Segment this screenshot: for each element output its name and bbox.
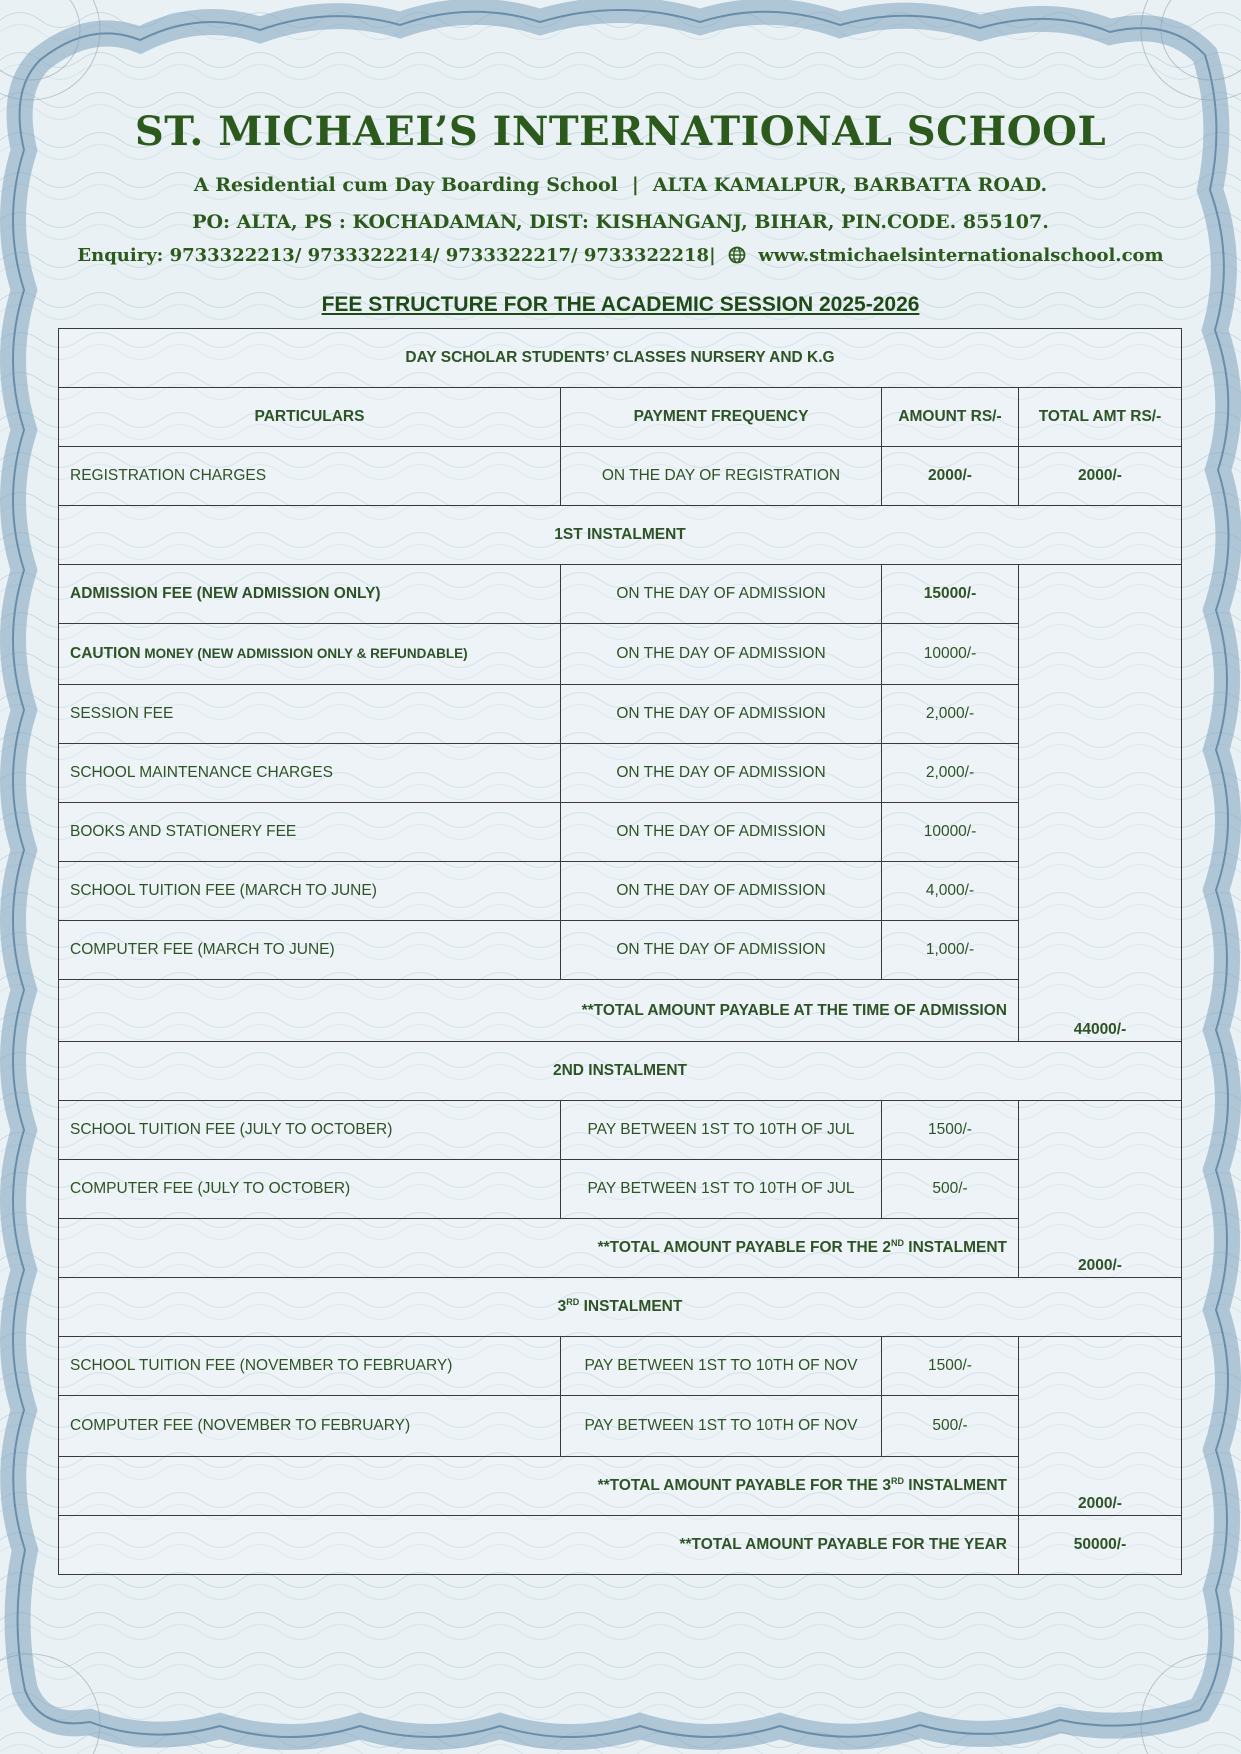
website-link[interactable]: www.stmichaelsinternationalschool.com (758, 245, 1164, 266)
tagline-line (0, 174, 1241, 196)
tagline: A Residential cum Day Boarding School (193, 174, 618, 196)
inst3-label-text: **TOTAL AMOUNT PAYABLE FOR THE 3 (597, 1477, 891, 1495)
inst2-total-label (59, 1219, 1019, 1278)
col-header-particulars: PARTICULARS (59, 388, 561, 447)
registration-amount: 2000/- (882, 447, 1019, 506)
table-row (59, 1337, 1182, 1396)
table-caption: DAY SCHOLAR STUDENTS’ CLASSES NURSERY AND K.G (59, 329, 1182, 388)
row-amount: 10000/- (882, 803, 1019, 862)
inst3-title-sup: RD (566, 1297, 580, 1308)
inst3-total-cell (1019, 1337, 1182, 1516)
location: ALTA KAMALPUR, BARBATTA ROAD. (652, 174, 1048, 196)
row-frequency: PAY BETWEEN 1ST TO 10TH OF NOV (561, 1337, 882, 1396)
globe-icon (728, 246, 746, 264)
inst1-total: 44000/- (1073, 1021, 1127, 1038)
row-particular: BOOKS AND STATIONERY FEE (59, 803, 561, 862)
row-particular: COMPUTER FEE (MARCH TO JUNE) (59, 921, 561, 980)
table-row (59, 744, 1182, 803)
inst2-label-text: **TOTAL AMOUNT PAYABLE FOR THE 2 (597, 1239, 891, 1257)
row-frequency: ON THE DAY OF ADMISSION (561, 803, 882, 862)
row-amount: 1500/- (882, 1101, 1019, 1160)
year-total-label: **TOTAL AMOUNT PAYABLE FOR THE YEAR (59, 1516, 1019, 1575)
col-header-total: TOTAL AMT RS/- (1019, 388, 1182, 447)
table-row (59, 1160, 1182, 1219)
row-frequency: PAY BETWEEN 1ST TO 10TH OF NOV (561, 1396, 882, 1457)
caution-money-amount: 10000/- (882, 624, 1019, 685)
caution-bold: CAUTION (70, 645, 141, 662)
section-title-2nd-instalment: 2ND INSTALMENT (59, 1042, 1182, 1101)
registration-frequency: ON THE DAY OF REGISTRATION (561, 447, 882, 506)
inst1-total-cell (1019, 565, 1182, 1042)
table-row (59, 1101, 1182, 1160)
caution-rest: MONEY (NEW ADMISSION ONLY & REFUNDABLE) (140, 646, 468, 661)
inst3-label-suffix: INSTALMENT (903, 1477, 1007, 1495)
inst2-total: 2000/- (1078, 1257, 1122, 1274)
row-amount: 500/- (882, 1160, 1019, 1219)
row-particular: SESSION FEE (59, 685, 561, 744)
row-particular: SCHOOL TUITION FEE (MARCH TO JUNE) (59, 862, 561, 921)
row-particular: SCHOOL TUITION FEE (JULY TO OCTOBER) (59, 1101, 561, 1160)
table-row (59, 1396, 1182, 1457)
row-amount: 1500/- (882, 1337, 1019, 1396)
fee-table (58, 328, 1182, 1575)
address: PO: ALTA, PS : KOCHADAMAN, DIST: KISHANGANJ, BIHAR, PIN.CODE. 855107. (192, 211, 1049, 233)
row-frequency: PAY BETWEEN 1ST TO 10TH OF JUL (561, 1101, 882, 1160)
row-particular: SCHOOL TUITION FEE (NOVEMBER TO FEBRUARY) (59, 1337, 561, 1396)
table-row (59, 624, 1182, 685)
caution-money-particular (59, 624, 561, 685)
row-particular: COMPUTER FEE (NOVEMBER TO FEBRUARY) (59, 1396, 561, 1457)
inst3-title-num: 3 (557, 1298, 567, 1316)
col-header-amount: AMOUNT RS/- (882, 388, 1019, 447)
row-frequency: ON THE DAY OF ADMISSION (561, 685, 882, 744)
row-frequency: ON THE DAY OF ADMISSION (561, 862, 882, 921)
inst3-total: 2000/- (1078, 1495, 1122, 1512)
year-total: 50000/- (1019, 1516, 1182, 1575)
row-amount: 2,000/- (882, 744, 1019, 803)
school-name: ST. MICHAEL’S INTERNATIONAL SCHOOL (134, 108, 1107, 155)
admission-fee-frequency: ON THE DAY OF ADMISSION (561, 565, 882, 624)
table-row (59, 565, 1182, 624)
registration-total: 2000/- (1019, 447, 1182, 506)
row-amount: 2,000/- (882, 685, 1019, 744)
section-title-3rd-instalment (59, 1278, 1182, 1337)
inst2-total-cell (1019, 1101, 1182, 1278)
inst3-title-text: INSTALMENT (579, 1298, 683, 1316)
admission-fee-amount: 15000/- (882, 565, 1019, 624)
registration-particular: REGISTRATION CHARGES (59, 447, 561, 506)
table-row (59, 685, 1182, 744)
row-frequency: ON THE DAY OF ADMISSION (561, 921, 882, 980)
inst2-label-sup: ND (890, 1238, 904, 1249)
row-particular: SCHOOL MAINTENANCE CHARGES (59, 744, 561, 803)
row-amount: 500/- (882, 1396, 1019, 1457)
row-particular: COMPUTER FEE (JULY TO OCTOBER) (59, 1160, 561, 1219)
table-row (59, 447, 1182, 506)
enquiry-line (0, 245, 1241, 266)
table-row (59, 862, 1182, 921)
enquiry-numbers: Enquiry: 9733322213/ 9733322214/ 9733322217/ 9733322218| (77, 245, 716, 266)
table-row (59, 921, 1182, 980)
inst3-label-sup: RD (890, 1476, 904, 1487)
row-amount: 4,000/- (882, 862, 1019, 921)
inst3-total-label (59, 1457, 1019, 1516)
inst1-total-label: **TOTAL AMOUNT PAYABLE AT THE TIME OF ADMISSION (59, 980, 1019, 1042)
inst2-label-suffix: INSTALMENT (903, 1239, 1007, 1257)
col-header-frequency: PAYMENT FREQUENCY (561, 388, 882, 447)
section-title-1st-instalment: 1ST INSTALMENT (59, 506, 1182, 565)
row-frequency: PAY BETWEEN 1ST TO 10TH OF JUL (561, 1160, 882, 1219)
row-frequency: ON THE DAY OF ADMISSION (561, 744, 882, 803)
caution-money-frequency: ON THE DAY OF ADMISSION (561, 624, 882, 685)
separator: | (631, 174, 639, 196)
admission-fee-particular: ADMISSION FEE (NEW ADMISSION ONLY) (59, 565, 561, 624)
row-amount: 1,000/- (882, 921, 1019, 980)
table-row (59, 803, 1182, 862)
fee-structure-title: FEE STRUCTURE FOR THE ACADEMIC SESSION 2025-2026 (321, 293, 920, 316)
